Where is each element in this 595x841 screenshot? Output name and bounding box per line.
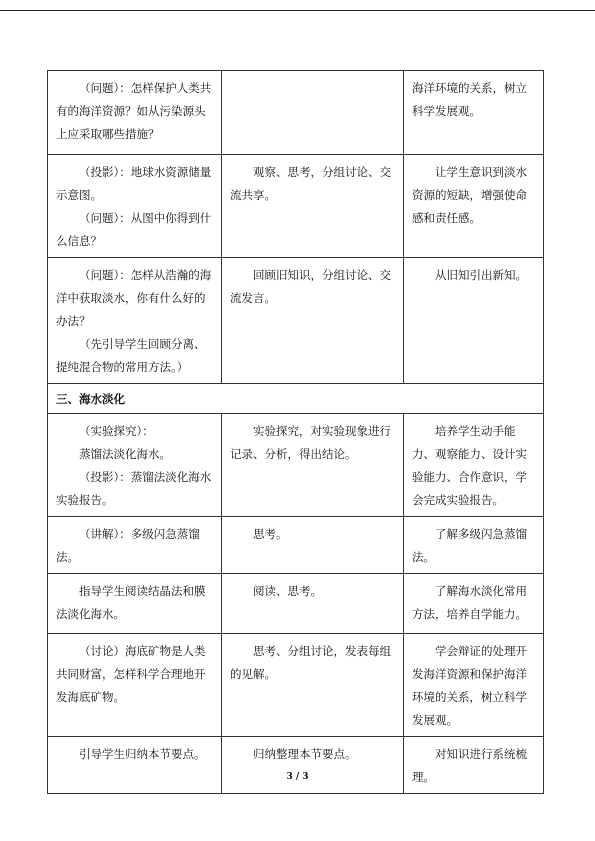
student-activity-cell xyxy=(222,71,404,155)
teacher-activity-cell xyxy=(48,155,222,258)
cell-text: 实验探究，对实验现象进行记录、分析，得出结论。 xyxy=(230,424,391,461)
cell-text: 了解多级闪急蒸馏法。 xyxy=(412,527,527,564)
table-row xyxy=(48,155,544,258)
design-intent-cell xyxy=(404,71,544,155)
cell-text: 学会辩证的处理开发海洋资源和保护海洋环境的关系，树立科学发展观。 xyxy=(412,644,527,727)
design-intent-cell xyxy=(404,517,544,574)
table-row xyxy=(48,71,544,155)
table-row xyxy=(48,574,544,634)
student-activity-cell xyxy=(222,155,404,258)
cell-text: 思考、分组讨论，发表每组的见解。 xyxy=(230,644,391,681)
teacher-activity-cell xyxy=(48,71,222,155)
cell-text: 培养学生动手能力、观察能力、设计实验能力、合作意识，学会完成实验报告。 xyxy=(412,424,527,507)
student-activity-cell xyxy=(222,634,404,737)
cell-text: （问题）：怎样从浩瀚的海洋中获取淡水，你有什么好的办法？ xyxy=(56,268,212,328)
page-number: 3 / 3 xyxy=(286,772,309,782)
cell-text: 对知识进行系统梳理。 xyxy=(412,747,527,784)
cell-text: 海洋环境的关系，树立科学发展观。 xyxy=(412,81,527,118)
cell-text: 蒸馏法淡化海水。 xyxy=(79,447,171,461)
cell-text: （讲解）：多级闪急蒸馏法。 xyxy=(56,527,200,564)
design-intent-cell xyxy=(404,634,544,737)
student-activity-cell xyxy=(222,258,404,384)
cell-text: 归纳整理本节要点。 xyxy=(253,747,357,761)
cell-text: （讨论）海底矿物是人类共同财富，怎样科学合理地开发海底矿物。 xyxy=(56,644,206,704)
cell-text: 回顾旧知识，分组讨论、交流发言。 xyxy=(230,268,391,305)
teacher-activity-cell xyxy=(48,517,222,574)
cell-text: （问题）：怎样保护人类共有的海洋资源？如从污染源头上应采取哪些措施？ xyxy=(56,81,212,141)
design-intent-cell xyxy=(404,737,544,794)
cell-text: （投影）：蒸馏法淡化海水实验报告。 xyxy=(56,470,212,507)
cell-text: 让学生意识到淡水资源的短缺，增强使命感和责任感。 xyxy=(412,165,527,225)
teacher-activity-cell xyxy=(48,574,222,634)
section-title: 三、海水淡化 xyxy=(48,384,544,414)
table-row xyxy=(48,414,544,517)
design-intent-cell xyxy=(404,258,544,384)
student-activity-cell xyxy=(222,414,404,517)
lesson-plan-table xyxy=(47,70,544,794)
section-row xyxy=(48,384,544,414)
design-intent-cell xyxy=(404,414,544,517)
cell-text: 从旧知引出新知。 xyxy=(435,268,527,282)
student-activity-cell xyxy=(222,737,404,794)
cell-text: 思考。 xyxy=(253,527,288,541)
design-intent-cell xyxy=(404,574,544,634)
cell-text: （实验探究）： xyxy=(79,424,154,438)
table-row xyxy=(48,258,544,384)
cell-text: （问题）：从图中你得到什么信息？ xyxy=(56,211,212,248)
design-intent-cell xyxy=(404,155,544,258)
teacher-activity-cell xyxy=(48,737,222,794)
student-activity-cell xyxy=(222,517,404,574)
cell-text: 引导学生归纳本节要点。 xyxy=(79,747,206,761)
teacher-activity-cell xyxy=(48,634,222,737)
teacher-activity-cell xyxy=(48,414,222,517)
cell-text: （先引导学生回顾分离、提纯混合物的常用方法。） xyxy=(56,337,206,374)
cell-text: 观察、思考，分组讨论、交流共享。 xyxy=(230,165,391,202)
cell-text: 阅读、思考。 xyxy=(253,584,322,598)
header-rule xyxy=(0,10,595,11)
table-row xyxy=(48,634,544,737)
student-activity-cell xyxy=(222,574,404,634)
table-row xyxy=(48,517,544,574)
teacher-activity-cell xyxy=(48,258,222,384)
cell-text: 了解海水淡化常用方法，培养自学能力。 xyxy=(412,584,527,621)
cell-text: 指导学生阅读结晶法和膜法淡化海水。 xyxy=(56,584,206,621)
table-row xyxy=(48,737,544,794)
cell-text: （投影）：地球水资源储量示意图。 xyxy=(56,165,212,202)
